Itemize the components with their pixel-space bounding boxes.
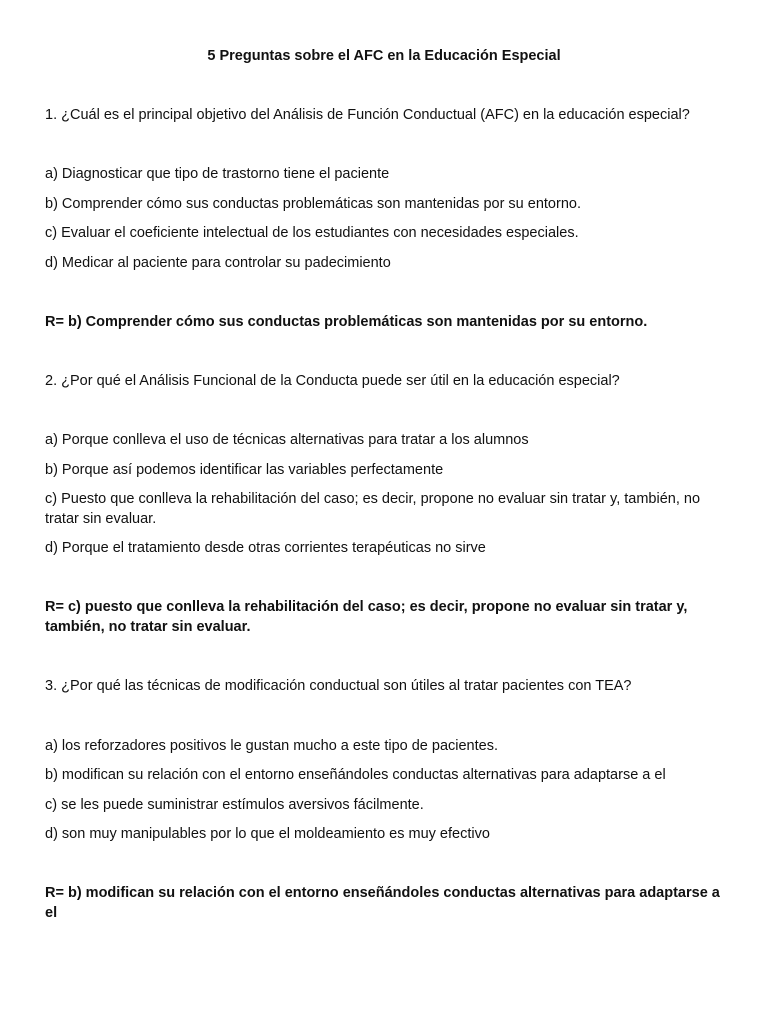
q2-option-c: c) Puesto que conlleva la rehabilitación del caso; es decir, propone no evaluar sin tratar y, también, no tratar sin evaluar. [45, 491, 701, 527]
q1-answer: R= b) Comprender cómo sus conductas problemáticas son mantenidas por su entorno. [45, 314, 648, 330]
q1-option-d: d) Medicar al paciente para controlar su padecimiento [45, 255, 391, 271]
q2-option-b: b) Porque así podemos identificar las variables perfectamente [45, 462, 444, 478]
q3-answer: R= b) modifican su relación con el entorno enseñándoles conductas alternativas para adaptarse a el [45, 885, 720, 921]
question-1: 1. ¿Cuál es el principal objetivo del Análisis de Función Conductual (AFC) en la educación especial? [45, 107, 690, 123]
q3-option-a: a) los reforzadores positivos le gustan mucho a este tipo de pacientes. [45, 738, 498, 754]
q1-option-b: b) Comprender cómo sus conductas problemáticas son mantenidas por su entorno. [45, 196, 581, 212]
q3-option-c: c) se les puede suministrar estímulos aversivos fácilmente. [45, 797, 424, 813]
document-title: 5 Preguntas sobre el AFC en la Educación Especial [207, 48, 561, 64]
q2-option-d: d) Porque el tratamiento desde otras corrientes terapéuticas no sirve [45, 540, 486, 556]
q3-option-d: d) son muy manipulables por lo que el moldeamiento es muy efectivo [45, 826, 490, 842]
q3-option-b: b) modifican su relación con el entorno enseñándoles conductas alternativas para adaptarse a el [45, 767, 666, 783]
q1-option-a: a) Diagnosticar que tipo de trastorno tiene el paciente [45, 166, 390, 182]
q2-option-a: a) Porque conlleva el uso de técnicas alternativas para tratar a los alumnos [45, 432, 529, 448]
question-2: 2. ¿Por qué el Análisis Funcional de la Conducta puede ser útil en la educación especial? [45, 373, 620, 389]
q2-answer: R= c) puesto que conlleva la rehabilitación del caso; es decir, propone no evaluar sin tratar y, también, no tratar sin evaluar. [45, 599, 688, 635]
q1-option-c: c) Evaluar el coeficiente intelectual de los estudiantes con necesidades especiales. [45, 225, 579, 241]
question-3: 3. ¿Por qué las técnicas de modificación conductual son útiles al tratar pacientes con TEA? [45, 678, 632, 694]
